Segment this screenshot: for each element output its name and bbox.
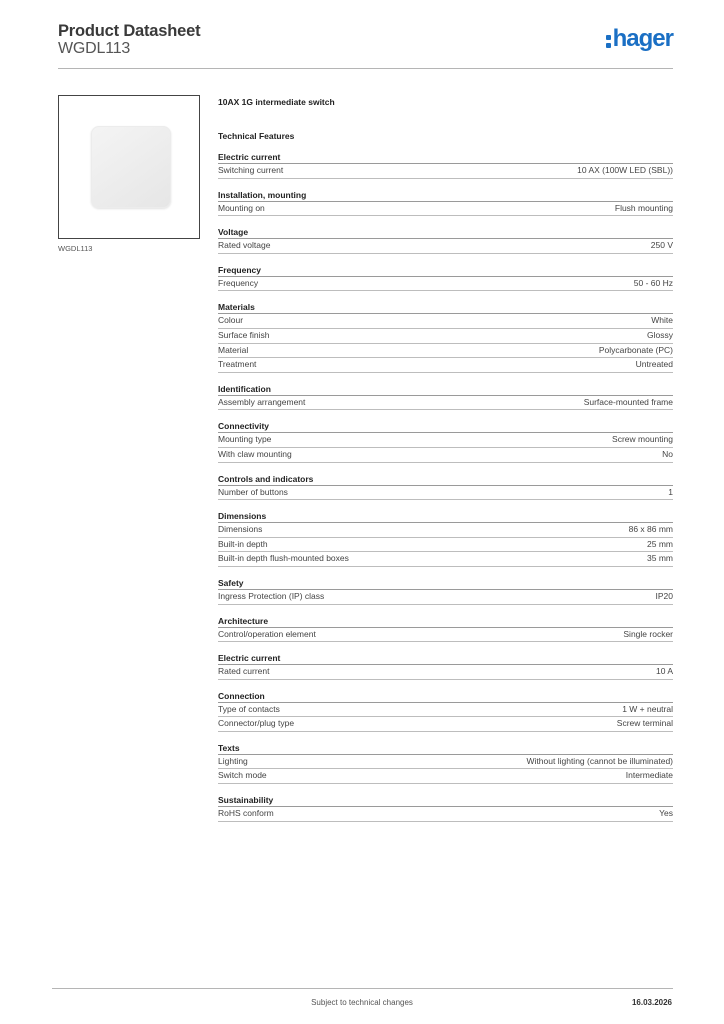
spec-row	[218, 396, 673, 411]
spec-row	[218, 703, 673, 718]
spec-row	[218, 665, 673, 680]
spec-row	[218, 590, 673, 605]
spec-row	[218, 329, 673, 344]
spec-row	[218, 755, 673, 770]
spec-label: Connector/plug type	[218, 718, 295, 729]
features-heading: Technical Features	[218, 131, 295, 141]
spec-row	[218, 433, 673, 448]
brand-logo	[606, 26, 673, 52]
spec-group	[218, 472, 673, 501]
spec-label: Control/operation element	[218, 628, 316, 639]
page-subtitle: WGDL113	[58, 40, 131, 57]
spec-value: 50 - 60 Hz	[633, 277, 673, 288]
spec-value: Polycarbonate (PC)	[598, 344, 673, 355]
product-reference: WGDL113	[58, 244, 93, 253]
spec-row	[218, 358, 673, 373]
spec-group	[218, 509, 673, 567]
page-header	[58, 20, 673, 70]
spec-group-heading: Identification	[218, 382, 673, 396]
spec-row	[218, 717, 673, 732]
spec-group	[218, 300, 673, 372]
logo-text: hager	[612, 25, 673, 52]
spec-value: 86 x 86 mm	[628, 524, 673, 535]
spec-label: Lighting	[218, 755, 248, 766]
spec-group-heading: Electric current	[218, 651, 673, 665]
spec-row	[218, 552, 673, 567]
spec-label: Treatment	[218, 359, 257, 370]
spec-group-heading: Safety	[218, 576, 673, 590]
spec-group-heading: Sustainability	[218, 793, 673, 807]
spec-label: Rated current	[218, 666, 270, 677]
spec-row	[218, 344, 673, 359]
spec-value: Intermediate	[625, 770, 673, 781]
spec-label: Built-in depth	[218, 538, 268, 549]
spec-label: Switch mode	[218, 770, 267, 781]
spec-label: Rated voltage	[218, 240, 271, 251]
spec-value: 25 mm	[647, 538, 673, 549]
spec-label: Surface finish	[218, 329, 270, 340]
spec-group-heading: Materials	[218, 300, 673, 314]
product-image-frame	[58, 95, 200, 239]
spec-label: Material	[218, 344, 249, 355]
spec-group	[218, 741, 673, 784]
spec-value: White	[651, 315, 673, 326]
spec-group-heading: Dimensions	[218, 509, 673, 523]
spec-label: Built-in depth flush-mounted boxes	[218, 553, 349, 564]
footer-divider	[52, 988, 673, 989]
spec-row	[218, 202, 673, 217]
spec-group-heading: Texts	[218, 741, 673, 755]
spec-group	[218, 382, 673, 411]
spec-group-heading: Installation, mounting	[218, 188, 673, 202]
page-title: Product Datasheet	[58, 22, 201, 40]
spec-group-heading: Connectivity	[218, 419, 673, 433]
spec-value: No	[662, 448, 673, 459]
spec-value: 1 W + neutral	[622, 703, 673, 714]
product-name: 10AX 1G intermediate switch	[218, 97, 335, 107]
logo-dots-icon	[606, 35, 611, 48]
spec-row	[218, 807, 673, 822]
spec-group-heading: Connection	[218, 689, 673, 703]
spec-label: Ingress Protection (IP) class	[218, 590, 325, 601]
spec-group	[218, 793, 673, 822]
spec-group-heading: Controls and indicators	[218, 472, 673, 486]
spec-group-heading: Voltage	[218, 225, 673, 239]
spec-group-heading: Architecture	[218, 614, 673, 628]
spec-label: Switching current	[218, 165, 284, 175]
footer-date: 16.03.2026	[631, 998, 672, 1007]
spec-row	[218, 486, 673, 501]
spec-row	[218, 538, 673, 553]
spec-value: 250 V	[650, 240, 673, 251]
spec-group	[218, 188, 673, 217]
spec-group-heading: Frequency	[218, 263, 673, 277]
footer-note: Subject to technical changes	[311, 998, 413, 1007]
spec-group	[218, 576, 673, 605]
spec-label: Frequency	[218, 277, 259, 288]
spec-row	[218, 164, 673, 179]
spec-label: Type of contacts	[218, 703, 280, 714]
spec-value: 10 A	[655, 666, 673, 677]
spec-row	[218, 277, 673, 292]
spec-value: Without lighting (cannot be illuminated)	[526, 755, 673, 766]
spec-value: Glossy	[647, 329, 673, 340]
spec-group-heading: Electric current	[218, 150, 673, 164]
spec-value: 1	[668, 486, 673, 497]
spec-label: Number of buttons	[218, 486, 288, 497]
spec-group	[218, 150, 673, 179]
spec-group	[218, 225, 673, 254]
spec-groups	[218, 150, 673, 822]
spec-label: Mounting on	[218, 202, 265, 213]
spec-value: Yes	[659, 808, 673, 819]
spec-value: Screw terminal	[616, 718, 673, 729]
spec-value: 35 mm	[647, 553, 673, 564]
spec-row	[218, 769, 673, 784]
spec-label: With claw mounting	[218, 448, 292, 459]
spec-group	[218, 419, 673, 462]
spec-group	[218, 614, 673, 643]
spec-row	[218, 314, 673, 329]
header-divider	[58, 68, 673, 69]
spec-row	[218, 523, 673, 538]
spec-value: Surface-mounted frame	[583, 396, 673, 407]
spec-row	[218, 239, 673, 254]
spec-value: 10 AX (100W LED (SBL))	[577, 165, 673, 175]
spec-value: Untreated	[635, 359, 673, 370]
spec-label: Dimensions	[218, 524, 263, 535]
spec-label: RoHS conform	[218, 808, 274, 819]
spec-row	[218, 448, 673, 463]
spec-group	[218, 263, 673, 292]
spec-row	[218, 628, 673, 643]
spec-value: Flush mounting	[614, 202, 673, 213]
spec-value: Single rocker	[623, 628, 673, 639]
product-image-switch	[91, 126, 171, 208]
spec-label: Colour	[218, 315, 244, 326]
spec-value: Screw mounting	[612, 434, 673, 445]
spec-label: Mounting type	[218, 434, 272, 445]
spec-group	[218, 689, 673, 732]
spec-value: IP20	[655, 590, 673, 601]
spec-group	[218, 651, 673, 680]
spec-section	[218, 96, 673, 831]
spec-label: Assembly arrangement	[218, 396, 306, 407]
